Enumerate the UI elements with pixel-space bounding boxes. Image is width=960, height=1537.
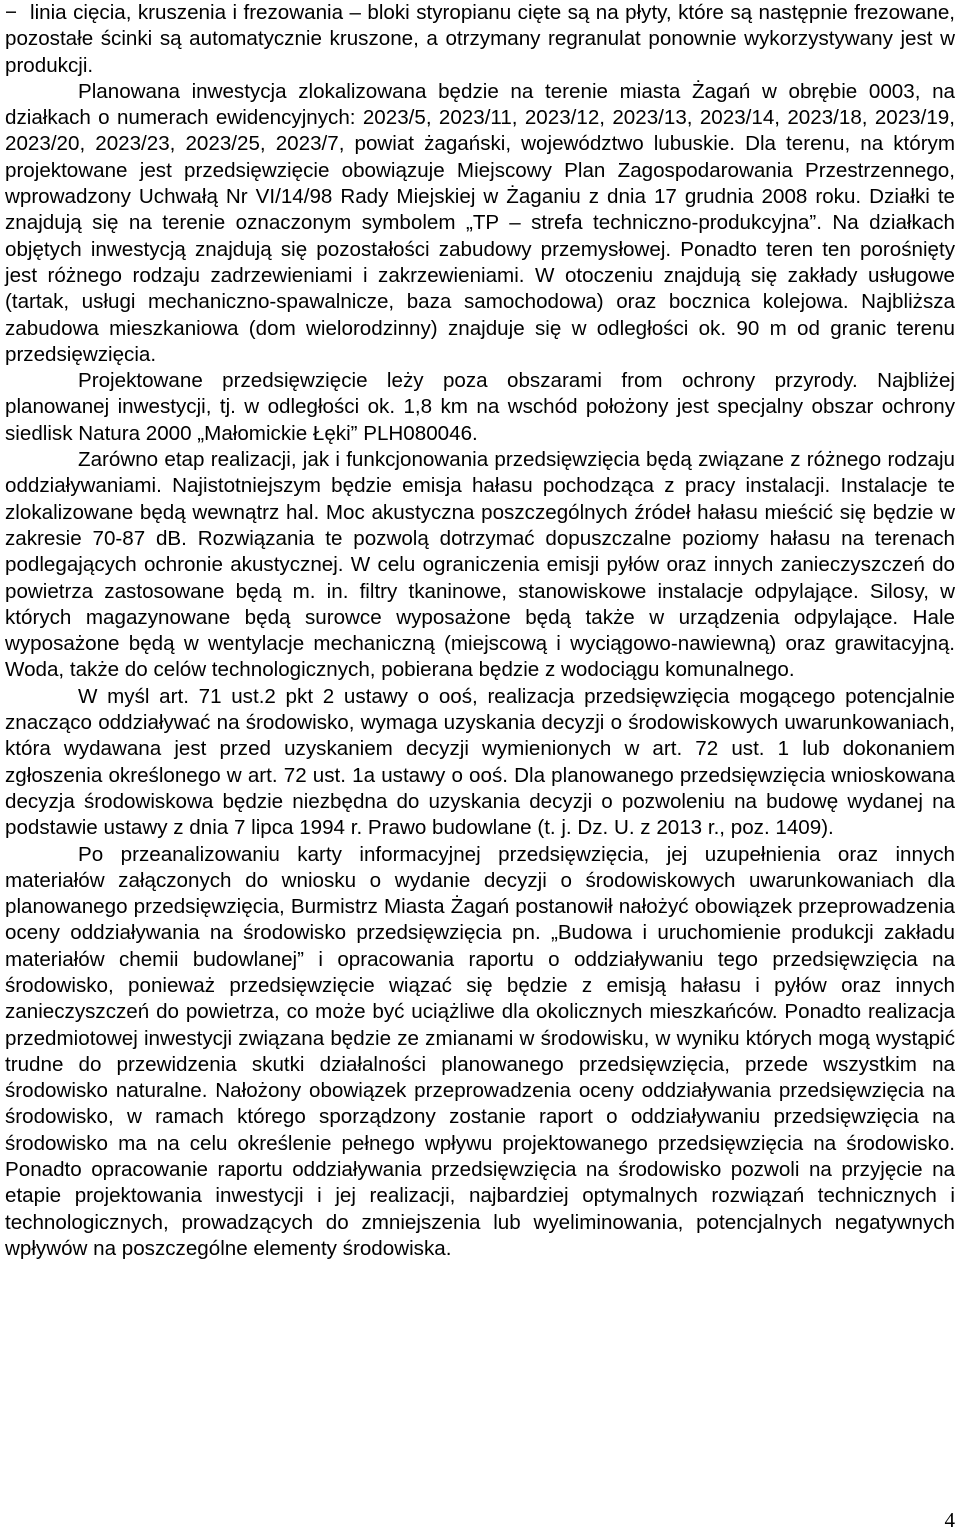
bullet-paragraph-text: linia cięcia, kruszenia i frezowania – bloki styropianu cięte są na płyty, które są następnie frezowane, pozostałe ścinki są automatycznie kruszone, a otrzymany regranulat ponownie wykorzystywany jest w produkcji. [5,1,955,77]
page-number: 4 [944,1508,955,1532]
paragraph-location: Planowana inwestycja zlokalizowana będzie na terenie miasta Żagań w obrębie 0003, na działkach o numerach ewidencyjnych: 2023/5, 2023/11, 2023/12, 2023/13, 2023/14, 2023/18, 2023/19, 2023/20, 2023/23, 2023/25, 2023/7, powiat żagański, województwo lubuskie. Dla terenu, na którym projektowane jest przedsięwzięcie obowiązuje Miejscowy Plan Zagospodarowania Przestrzennego, wprowadzony Uchwałą Nr VI/14/98 Rady Miejskiej w Żaganiu z dnia 17 grudnia 2008 roku. Działki te znajdują się na terenie oznaczonym symbolem „TP – strefa techniczno-produkcyjna”. Na działkach objętych inwestycją znajdują się pozostałości zabudowy przemysłowej. Ponadto teren ten porośnięty jest różnego rodzaju zadrzewieniami i zakrzewieniami. W otoczeniu znajdują się zakłady usługowe (tartak, usługi mechaniczno-spawalnicze, baza samochodowa) oraz bocznica kolejowa. Najbliższa zabudowa mieszkaniowa (dom wielorodzinny) znajduje się w odległości ok. 90 m od granic terenu przedsięwzięcia. [5,79,955,366]
paragraph-decision: Po przeanalizowaniu karty informacyjnej przedsięwzięcia, jej uzupełnienia oraz innych materiałów załączonych do wniosku o wydanie decyzji o środowiskowych uwarunkowaniach dla planowanego przedsięwzięcia, Burmistrz Miasta Żagań postanowił nałożyć obowiązek przeprowadzenia oceny oddziaływania na środowisko przedsięwzięcia pn. „Budowa i uruchomienie produkcji zakładu materiałów chemii budowlanej” i opracowania raportu o oddziaływaniu tego przedsięwzięcia na środowisko, ponieważ przedsięwzięcie wiązać się będzie z emisją hałasu i pyłów oraz innych zanieczyszczeń do powietrza, co może być uciążliwe dla okolicznych mieszkańców. Ponadto realizacja przedmiotowej inwestycji związana będzie ze zmianami w środowisku, w wyniku których mogą wystąpić trudne do przewidzenia skutki działalności planowanego przedsięwzięcia, przede wszystkim na środowisko naturalne. Nałożony obowiązek przeprowadzenia oceny oddziaływania przedsięwzięcia na środowisko, w ramach którego sporządzony zostanie raport o oddziaływaniu przedsięwzięcia na środowisko ma na celu określenie pełnego wpływu projektowanego przedsięwzięcia na środowisko. Ponadto opracowanie raportu oddziaływania przedsięwzięcia na środowisko pozwoli na przyjęcie na etapie projektowania inwestycji i jej realizacji, najbardziej optymalnych rozwiązań technicznych i technologicznych, prowadzących do zmniejszenia lub wyeliminowania, potencjalnych negatywnych wpływów na poszczególne elementy środowiska. [5,842,955,1260]
dash-marker: − [5,1,18,24]
bullet-paragraph [5,0,955,79]
paragraph-legal-basis: W myśl art. 71 ust.2 pkt 2 ustawy o ooś, realizacja przedsięwzięcia mogącego potencjalnie znacząco oddziaływać na środowisko, wymaga uzyskania decyzji o środowiskowych uwarunkowaniach, która wydawana jest przed uzyskaniem decyzji wymienionych w art. 72 ust. 1 lub dokonaniem zgłoszenia określonego w art. 72 ust. 1a ustawy o ooś. Dla planowanego przedsięwzięcia wnioskowana decyzja środowiskowa będzie niezbędna do uzyskania decyzji o pozwoleniu na budowę wydanej na podstawie ustawy z dnia 7 lipca 1994 r. Prawo budowlane (t. j. Dz. U. z 2013 r., poz. 1409). [5,684,955,840]
document-page [5,0,955,1262]
paragraph-nature-protection: Projektowane przedsięwzięcie leży poza obszarami from ochrony przyrody. Najbliżej planowanej inwestycji, tj. w odległości ok. 1,8 km na wschód położony jest specjalny obszar ochrony siedlisk Natura 2000 „Małomickie Łęki” PLH080046. [5,369,955,445]
paragraph-impacts: Zarówno etap realizacji, jak i funkcjonowania przedsięwzięcia będą związane z różnego rodzaju oddziaływaniami. Najistotniejszym będzie emisja hałasu pochodząca z pracy instalacji. Instalacje te zlokalizowane będą wewnątrz hal. Moc akustyczna poszczególnych źródeł hałasu mieścić się będzie w zakresie 70-87 dB. Rozwiązania te pozwolą dotrzymać dopuszczalne poziomy hałasu na terenach podlegających ochronie akustycznej. W celu ograniczenia emisji pyłów oraz innych zanieczyszczeń do powietrza zastosowane będą m. in. filtry tkaninowe, stanowiskowe instalacje odpylające. Silosy, w których magazynowane będą surowce wyposażone będą także w urządzenia odpylające. Hale wyposażone będą w wentylacje mechaniczną (miejscową i wyciągowo-nawiewną) oraz grawitacyjną. Woda, także do celów technologicznych, pobierana będzie z wodociągu komunalnego. [5,448,955,682]
